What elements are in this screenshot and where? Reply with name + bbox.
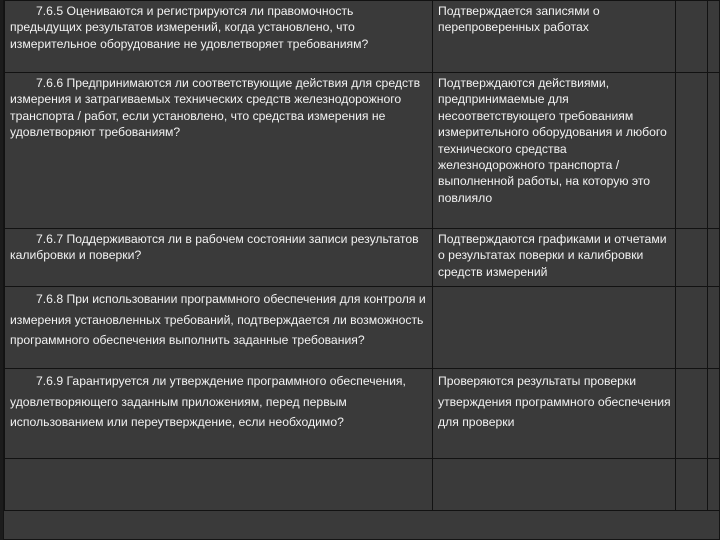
answer-cell xyxy=(433,287,676,369)
table-row xyxy=(5,229,720,287)
empty-cell xyxy=(708,459,720,511)
question-cell xyxy=(5,229,433,287)
mark-cell-2 xyxy=(708,287,720,369)
audit-checklist-table xyxy=(4,0,720,511)
mark-cell-1 xyxy=(676,369,708,459)
answer-cell: Подтверждается записями о перепроверенных работах xyxy=(433,1,676,73)
question-cell xyxy=(5,287,433,369)
table-row xyxy=(5,1,720,73)
empty-cell xyxy=(676,459,708,511)
question-number: 7.6.9 xyxy=(36,374,64,388)
table-row-empty xyxy=(5,459,720,511)
question-text: Оцениваются и регистрируются ли правомочность предыдущих результатов измерений, когда установлено, что измерительное оборудование не удовлетворяет требованиям? xyxy=(10,4,369,51)
empty-cell xyxy=(433,459,676,511)
mark-cell-1 xyxy=(676,73,708,229)
mark-cell-2 xyxy=(708,1,720,73)
question-text: Гарантируется ли утверждение программного обеспечения, удовлетворяющего заданным приложениям, перед первым использованием или переутверждение, если необходимо? xyxy=(10,374,406,429)
table-row xyxy=(5,73,720,229)
mark-cell-1 xyxy=(676,1,708,73)
question-cell xyxy=(5,73,433,229)
mark-cell-2 xyxy=(708,73,720,229)
question-number: 7.6.7 xyxy=(36,232,64,246)
question-text: Поддерживаются ли в рабочем состоянии записи результатов калибровки и поверки? xyxy=(10,232,419,263)
question-number: 7.6.8 xyxy=(36,292,64,306)
empty-cell xyxy=(5,459,433,511)
question-cell xyxy=(5,369,433,459)
question-number: 7.6.6 xyxy=(36,76,64,90)
question-cell xyxy=(5,1,433,73)
answer-cell: Проверяются результаты проверки утверждения программного обеспечения для проверки xyxy=(433,369,676,459)
table-row xyxy=(5,287,720,369)
answer-cell: Подтверждаются графиками и отчетами о результатах поверки и калибровки средств измерений xyxy=(433,229,676,287)
mark-cell-2 xyxy=(708,229,720,287)
mark-cell-1 xyxy=(676,229,708,287)
answer-cell: Подтверждаются действиями, предпринимаемые для несоответствующего требованиям измерительного оборудования и любого технического средства железнодорожного транспорта / выполненной работы, на которую это повлияло xyxy=(433,73,676,229)
mark-cell-1 xyxy=(676,287,708,369)
question-text: Предпринимаются ли соответствующие действия для средств измерения и затрагиваемых технических средств железнодорожного транспорта / работ, если установлено, что средства измерения не удовлетворяют требованиям? xyxy=(10,76,421,140)
mark-cell-2 xyxy=(708,369,720,459)
question-number: 7.6.5 xyxy=(36,4,64,18)
table-row xyxy=(5,369,720,459)
question-text: При использовании программного обеспечения для контроля и измерения установленных требований, подтверждается ли возможность программного обеспечения выполнить заданные требования? xyxy=(10,292,426,347)
